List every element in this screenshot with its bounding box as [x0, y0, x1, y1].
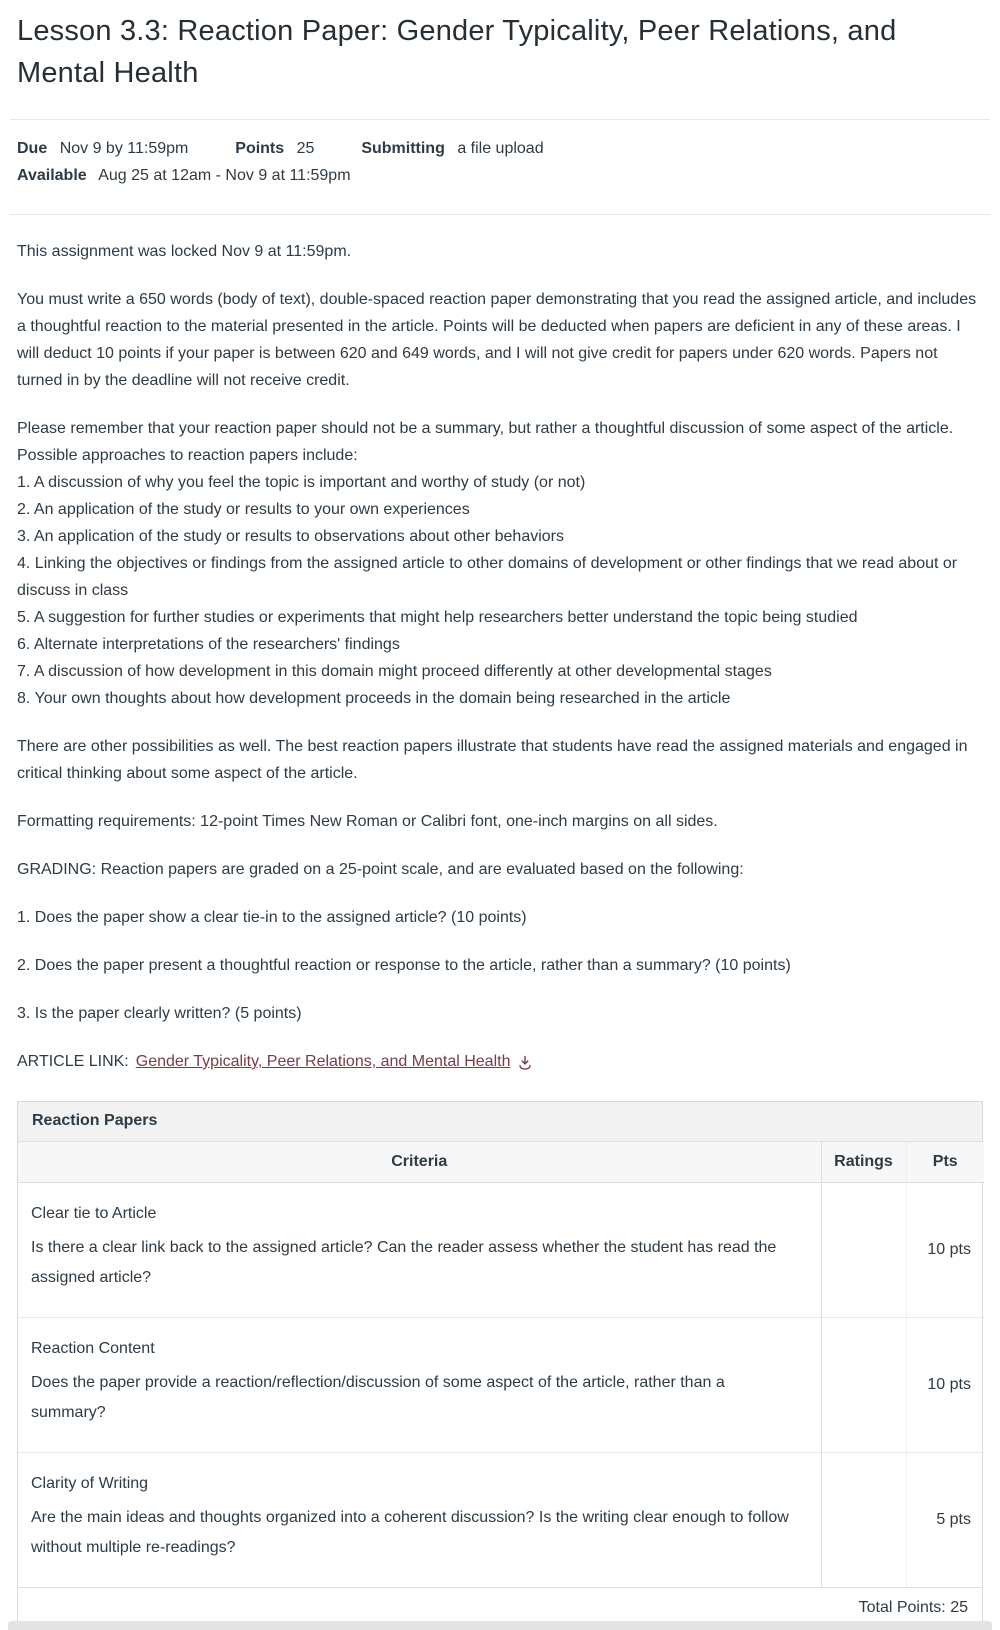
page-title: Lesson 3.3: Reaction Paper: Gender Typicality, Peer Relations, and Mental Health: [17, 15, 897, 89]
approach-item: 5. A suggestion for further studies or experiments that might help researchers better understand the topic being studied: [17, 609, 858, 626]
rubric-table-container: [17, 1101, 983, 1630]
grading-intro: GRADING: Reaction papers are graded on a 25-point scale, and are evaluated based on the following:: [17, 861, 744, 878]
column-header-criteria: Criteria: [18, 1142, 821, 1183]
locked-notice: This assignment was locked Nov 9 at 11:59pm.: [17, 243, 352, 260]
download-icon[interactable]: [517, 1055, 533, 1071]
submitting-value: a file upload: [457, 140, 544, 157]
description-paragraph-1: You must write a 650 words (body of text), double-spaced reaction paper demonstrating that you read the assigned article, and includes a thoughtful reaction to the material presented in the article. Points will be deducted when papers are deficient in any of these areas. I will deduct 10 points if your paper is between 620 and 649 words, and I will not give credit for papers under 620 words. Papers not turned in by the deadline will not receive credit.: [17, 291, 977, 389]
approach-item: 2. An application of the study or results to your own experiences: [17, 501, 470, 518]
criterion-points: 10 pts: [906, 1318, 984, 1453]
approach-item: 3. An application of the study or results to observations about other behaviors: [17, 528, 564, 545]
criterion-ratings-cell: [821, 1453, 906, 1588]
available-value: Aug 25 at 12am - Nov 9 at 11:59pm: [98, 167, 351, 184]
assignment-meta: [17, 135, 983, 189]
submitting-label: Submitting: [361, 140, 445, 157]
approach-item: 1. A discussion of why you feel the topic is important and worthy of study (or not): [17, 474, 586, 491]
table-row: [18, 1453, 984, 1588]
criterion-name: Clarity of Writing: [31, 1475, 149, 1492]
criterion-description: Is there a clear link back to the assigned article? Can the reader assess whether the student has read the assigned article?: [31, 1239, 777, 1286]
points-value: 25: [296, 140, 315, 157]
approach-item: 8. Your own thoughts about how development proceeds in the domain being researched in the article: [17, 690, 731, 707]
grading-item: 3. Is the paper clearly written? (5 points): [17, 1005, 302, 1022]
approaches-block: [17, 415, 983, 712]
approach-item: 4. Linking the objectives or findings from the assigned article to other domains of development or other findings that we read about or discuss in class: [17, 555, 958, 599]
criterion-name: Clear tie to Article: [31, 1205, 157, 1222]
criterion-description: Does the paper provide a reaction/reflection/discussion of some aspect of the article, rather than a summary?: [31, 1374, 725, 1421]
column-header-ratings: Ratings: [821, 1142, 906, 1183]
column-header-pts: Pts: [906, 1142, 984, 1183]
rubric-table: [18, 1142, 984, 1587]
meta-row-1: [17, 135, 983, 162]
approaches-intro: Please remember that your reaction paper should not be a summary, but rather a thoughtful discussion of some aspect of the article. Possible approaches to reaction papers include:: [17, 420, 954, 464]
divider-meta: [10, 214, 990, 215]
criterion-ratings-cell: [821, 1318, 906, 1453]
formatting-requirements: Formatting requirements: 12-point Times New Roman or Calibri font, one-inch margins on all sides.: [17, 813, 718, 830]
page-bottom-divider: [8, 1621, 992, 1630]
table-row: [18, 1183, 984, 1318]
approach-item: 7. A discussion of how development in this domain might proceed differently at other developmental stages: [17, 663, 772, 680]
criterion-description: Are the main ideas and thoughts organized into a coherent discussion? Is the writing clear enough to follow without multiple re-readings?: [31, 1509, 789, 1556]
article-link-label: ARTICLE LINK:: [17, 1053, 129, 1070]
criterion-ratings-cell: [821, 1183, 906, 1318]
criterion-points: 10 pts: [906, 1183, 984, 1318]
approach-item: 6. Alternate interpretations of the researchers' findings: [17, 636, 400, 653]
table-row: [18, 1318, 984, 1453]
article-link-row: [17, 1048, 983, 1075]
article-link[interactable]: Gender Typicality, Peer Relations, and Mental Health: [135, 1053, 511, 1070]
available-label: Available: [17, 167, 87, 184]
divider-top: [10, 119, 990, 120]
description-paragraph-3: There are other possibilities as well. The best reaction papers illustrate that students have read the assigned materials and engaged in critical thinking about some aspect of the article.: [17, 738, 968, 782]
grading-item: 2. Does the paper present a thoughtful reaction or response to the article, rather than a summary? (10 points): [17, 957, 791, 974]
points-label: Points: [235, 140, 285, 157]
rubric-total-points: Total Points: 25: [18, 1587, 982, 1629]
meta-row-2: [17, 162, 983, 189]
rubric-header-row: [18, 1142, 984, 1183]
criterion-points: 5 pts: [936, 1511, 971, 1528]
rubric-title: Reaction Papers: [18, 1102, 982, 1142]
grading-item: 1. Does the paper show a clear tie-in to the assigned article? (10 points): [17, 909, 527, 926]
criterion-name: Reaction Content: [31, 1340, 155, 1357]
due-value: Nov 9 by 11:59pm: [59, 140, 189, 157]
due-label: Due: [17, 140, 48, 157]
